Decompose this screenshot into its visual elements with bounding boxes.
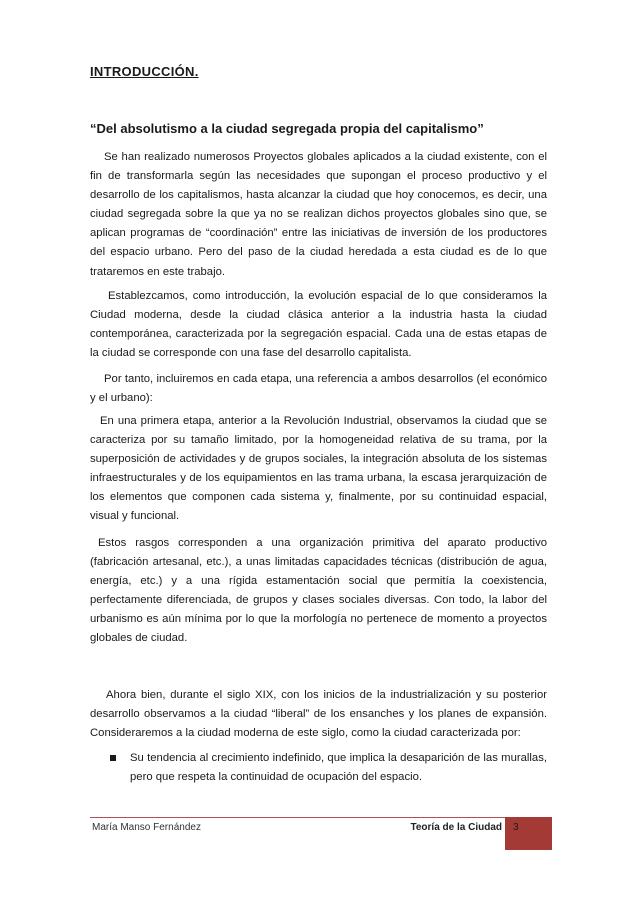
bullet-text: Su tendencia al crecimiento indefinido, que implica la desaparición de las murallas, pero que respeta la continuidad de ocupación del espacio. (130, 752, 547, 784)
footer-document-title: Teoría de la Ciudad (410, 822, 502, 833)
footer-divider (90, 817, 505, 818)
paragraph-4: En una primera etapa, anterior a la Revolución Industrial, observamos la ciudad que se caracteriza por su tamaño limitado, por la homogeneidad relativa de su trama, por la superposición de actividades y de grupos sociales, la integración absoluta de los sistemas infraestructurales y de los equipamientos en las trama urbana, la escasa jerarquización de los elementos que componen cada sistema y, finalmente, por su continuidad espacial, visual y funcional. (90, 415, 547, 523)
footer-author: María Manso Fernández (92, 822, 201, 833)
page-number-box (505, 817, 552, 850)
paragraph-2: Establezcamos, como introducción, la evolución espacial de lo que consideramos la Ciudad moderna, desde la ciudad clásica anterior a la industria hasta la ciudad contemporánea, caracterizada por la segregación espacial. Cada una de estas etapas de la ciudad se corresponde con una fase del desarrollo capitalista. (90, 290, 547, 360)
paragraph-3: Por tanto, incluiremos en cada etapa, una referencia a ambos desarrollos (el económico y el urbano): (90, 373, 547, 405)
section-subtitle: “Del absolutismo a la ciudad segregada propia del capitalismo” (90, 121, 484, 136)
paragraph-5: Estos rasgos corresponden a una organización primitiva del aparato productivo (fabricación artesanal, etc.), a unas limitadas capacidades técnicas (distribución de agua, energía, etc.) y a una rígida estamentación social que permitía la coexistencia, perfectamente diferenciada, de grupos y clases sociales diversas. Con todo, la labor del urbanismo es aún mínima por lo que la morfología no pertenece de momento a proyectos globales de ciudad. (90, 537, 547, 645)
paragraph-6: Ahora bien, durante el siglo XIX, con los inicios de la industrialización y su posterior desarrollo observamos a la ciudad “liberal” de los ensanches y los planes de expansión. Consideraremos a la ciudad moderna de este siglo, como la ciudad caracterizada por: (90, 689, 547, 740)
page-number: 3 (513, 822, 519, 833)
bullet-list (110, 749, 547, 787)
square-bullet-icon (110, 749, 119, 787)
paragraph-1: Se han realizado numerosos Proyectos globales aplicados a la ciudad existente, con el fin de transformarla según las necesidades que supongan el proceso productivo y el desarrollo de los capitalismos, hasta alcanzar la ciudad que hoy conocemos, es decir, una ciudad segregada sobre la que ya no se realizan dichos proyectos globales sino que, se aplican programas de “coordinación” entre las iniciativas de inversión de los productores del espacio urbano. Pero del paso de la ciudad heredada a esta ciudad es de lo que trataremos en este trabajo. (90, 151, 547, 278)
section-heading: INTRODUCCIÓN. (90, 64, 199, 79)
list-item (110, 749, 547, 787)
